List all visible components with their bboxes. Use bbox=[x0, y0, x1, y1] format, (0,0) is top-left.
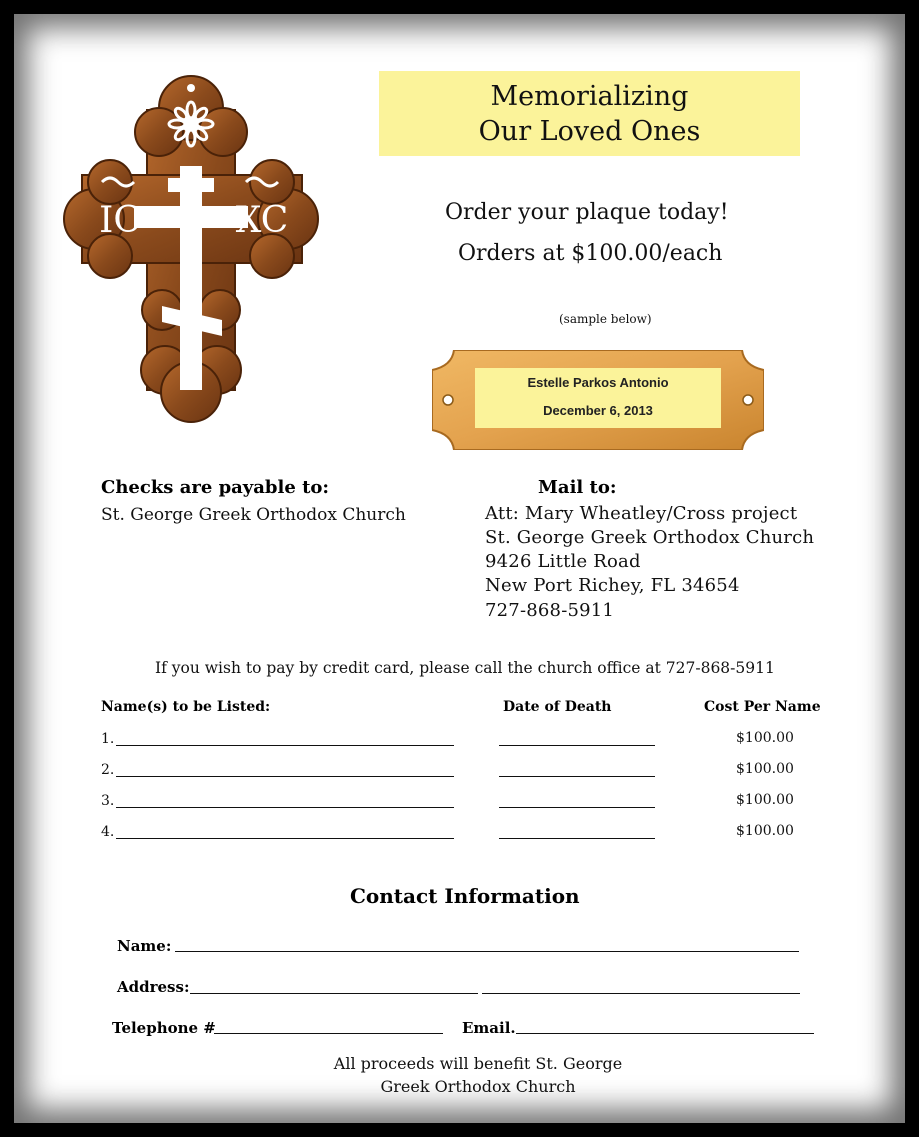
cost-value: $100.00 bbox=[736, 730, 794, 746]
footer-line-1: All proceeds will benefit St. George bbox=[333, 1054, 623, 1073]
screw-hole-right-icon bbox=[743, 395, 753, 405]
row-number: 3. bbox=[101, 793, 115, 809]
price-text: Orders at $100.00/each bbox=[458, 241, 723, 266]
contact-heading: Contact Information bbox=[350, 884, 580, 908]
row-number: 4. bbox=[101, 824, 115, 840]
cost-value: $100.00 bbox=[736, 792, 794, 808]
cost-value: $100.00 bbox=[736, 761, 794, 777]
mail-line: Att: Mary Wheatley/Cross project bbox=[485, 503, 798, 524]
ic-letters: IC bbox=[99, 200, 141, 241]
credit-card-note: If you wish to pay by credit card, please call the church office at 727-868-5911 bbox=[155, 659, 775, 677]
name-entry-line[interactable] bbox=[116, 838, 454, 839]
screw-hole-left-icon bbox=[443, 395, 453, 405]
mail-heading: Mail to: bbox=[538, 477, 617, 498]
cost-per-name-header: Cost Per Name bbox=[704, 699, 821, 715]
name-entry-line[interactable] bbox=[116, 745, 454, 746]
mail-line: 9426 Little Road bbox=[485, 551, 641, 572]
mail-line: New Port Richey, FL 34654 bbox=[485, 575, 740, 596]
plaque-date: December 6, 2013 bbox=[543, 403, 653, 418]
telephone-label: Telephone # bbox=[112, 1019, 216, 1037]
orthodox-cross-image bbox=[62, 70, 322, 425]
telephone-line[interactable] bbox=[214, 1033, 443, 1034]
date-entry-line[interactable] bbox=[499, 745, 655, 746]
plaque-name: Estelle Parkos Antonio bbox=[527, 375, 669, 390]
row-number: 2. bbox=[101, 762, 115, 778]
mail-line: 727-868-5911 bbox=[485, 600, 615, 621]
mail-line: St. George Greek Orthodox Church bbox=[485, 527, 815, 548]
title-banner bbox=[379, 71, 800, 156]
date-of-death-header: Date of Death bbox=[503, 699, 612, 715]
address-label: Address: bbox=[117, 978, 190, 996]
name-label: Name: bbox=[117, 937, 172, 955]
date-entry-line[interactable] bbox=[499, 807, 655, 808]
order-today-text: Order your plaque today! bbox=[445, 200, 729, 225]
address-line-2[interactable] bbox=[482, 993, 800, 994]
contact-name-line[interactable] bbox=[175, 951, 799, 952]
title-line-1: Memorializing bbox=[490, 81, 689, 112]
name-entry-line[interactable] bbox=[116, 776, 454, 777]
email-label: Email. bbox=[462, 1019, 516, 1037]
title-line-2: Our Loved Ones bbox=[478, 116, 701, 147]
date-entry-line[interactable] bbox=[499, 776, 655, 777]
address-line-1[interactable] bbox=[190, 993, 478, 994]
names-header: Name(s) to be Listed: bbox=[101, 699, 271, 715]
xc-letters: XC bbox=[235, 200, 289, 241]
checks-payee: St. George Greek Orthodox Church bbox=[101, 505, 406, 525]
date-entry-line[interactable] bbox=[499, 838, 655, 839]
sample-note: (sample below) bbox=[559, 312, 652, 326]
row-number: 1. bbox=[101, 731, 115, 747]
cost-value: $100.00 bbox=[736, 823, 794, 839]
footer-line-2: Greek Orthodox Church bbox=[380, 1077, 576, 1096]
email-line[interactable] bbox=[516, 1033, 814, 1034]
name-entry-line[interactable] bbox=[116, 807, 454, 808]
checks-heading: Checks are payable to: bbox=[101, 477, 330, 498]
sample-plaque bbox=[432, 350, 764, 450]
